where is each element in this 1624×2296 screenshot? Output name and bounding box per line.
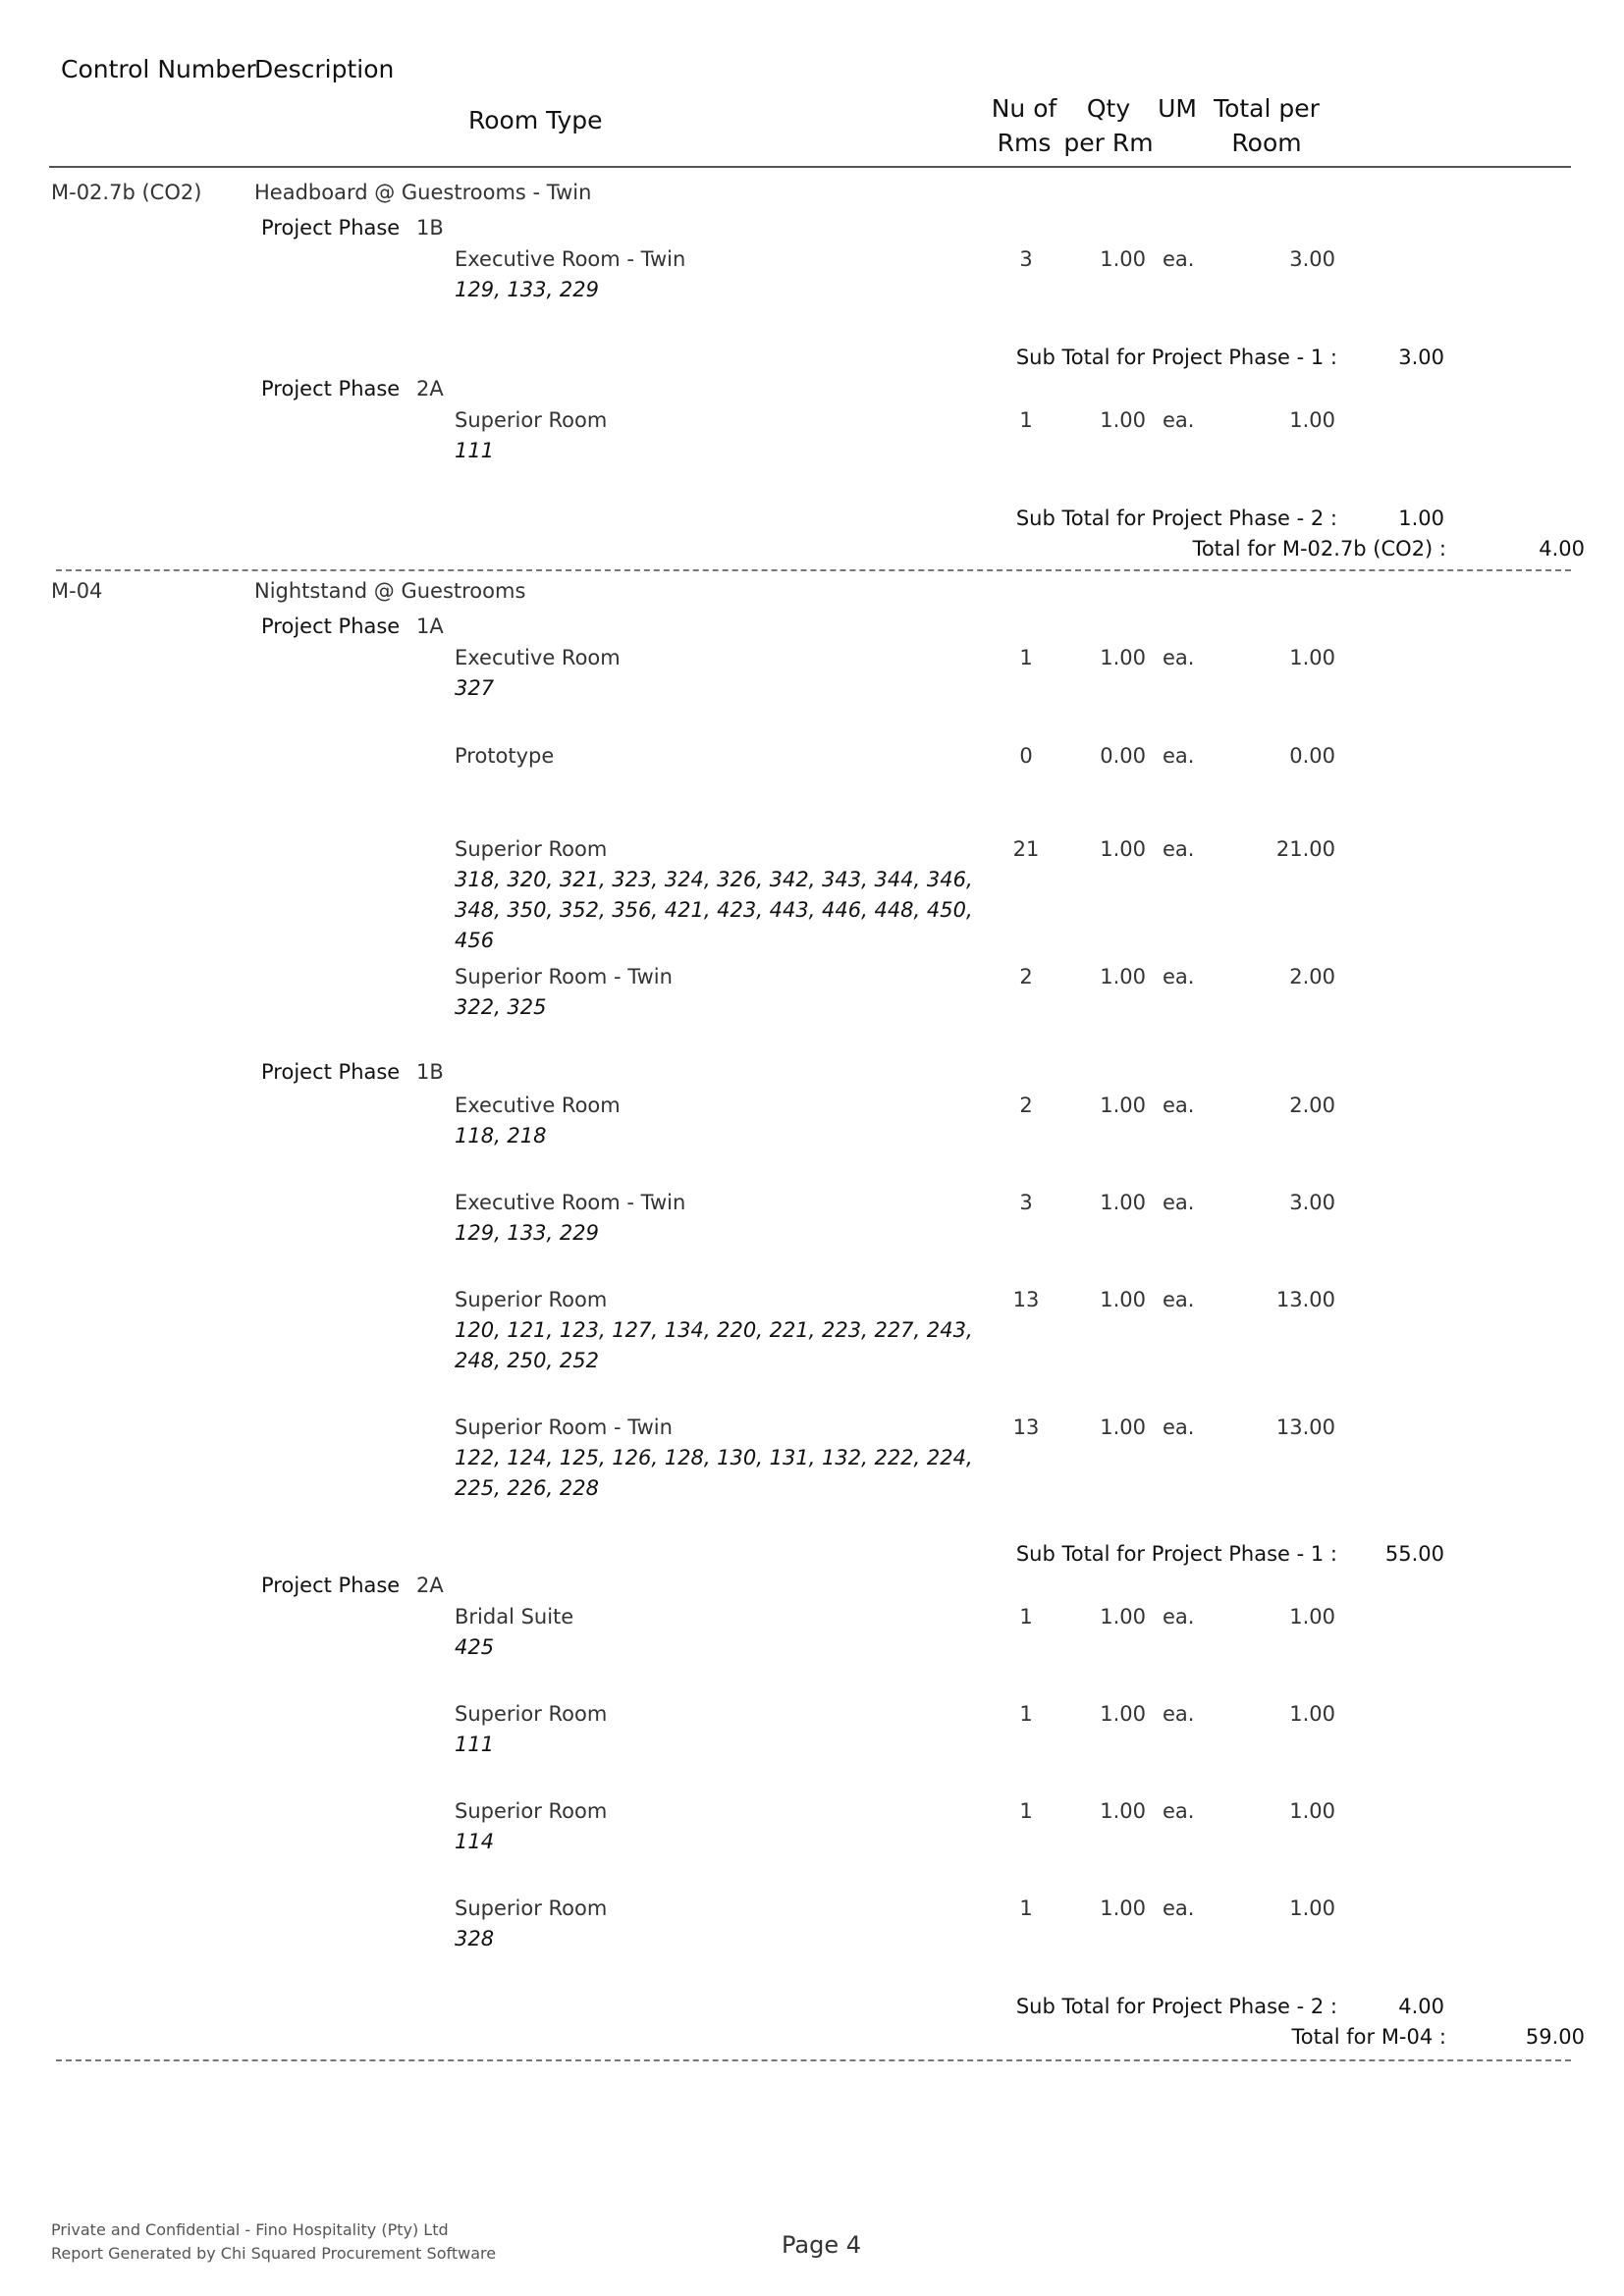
unit: ea. (1163, 1415, 1195, 1439)
num-rooms: 2 (1019, 1094, 1033, 1117)
subtotal-value: 4.00 (1398, 1995, 1444, 2018)
qty-per-room: 1.00 (1100, 408, 1146, 432)
total-per-room: 13.00 (1275, 1415, 1335, 1439)
room-numbers: 111 (455, 439, 495, 462)
header-qty: Qty (1086, 94, 1131, 123)
project-phase-code: 2A (416, 377, 444, 400)
room-type: Prototype (455, 744, 555, 768)
total-per-room: 1.00 (1289, 1702, 1335, 1726)
room-numbers: 318, 320, 321, 323, 324, 326, 342, 343, 344, 346, 348, 350, 352, 356, 421, 423, 443, 446, 448, 450, 456 (455, 868, 973, 952)
unit: ea. (1163, 744, 1195, 768)
item-total-value: 4.00 (1539, 537, 1585, 561)
room-type: Superior Room (455, 1896, 608, 1920)
num-rooms: 1 (1019, 1702, 1033, 1726)
room-numbers: 114 (455, 1830, 495, 1853)
qty-per-room: 1.00 (1100, 965, 1146, 988)
total-per-room: 13.00 (1275, 1288, 1335, 1311)
footer-confidential: Private and Confidential - Fino Hospitality (Pty) Ltd (51, 2220, 449, 2239)
control-number: M-04 (51, 579, 103, 603)
room-type: Superior Room (455, 1799, 608, 1823)
page-number: Page 4 (782, 2231, 861, 2259)
room-numbers: 328 (455, 1927, 495, 1950)
qty-per-room: 1.00 (1100, 1605, 1146, 1629)
total-per-room: 1.00 (1289, 646, 1335, 669)
subtotal-label: Sub Total for Project Phase - 2 : (1015, 1995, 1337, 2018)
total-per-room: 1.00 (1289, 1896, 1335, 1920)
project-phase-code: 1B (416, 1060, 444, 1084)
unit: ea. (1163, 1896, 1195, 1920)
section-divider (56, 2059, 1571, 2061)
qty-per-room: 1.00 (1100, 247, 1146, 271)
qty-per-room: 1.00 (1100, 1799, 1146, 1823)
qty-per-room: 1.00 (1100, 1415, 1146, 1439)
num-rooms: 1 (1019, 408, 1033, 432)
project-phase-label: Project Phase (261, 377, 401, 400)
unit: ea. (1163, 408, 1195, 432)
header-rms: Rms (997, 129, 1052, 157)
room-type: Superior Room - Twin (455, 1415, 673, 1439)
total-per-room: 3.00 (1289, 247, 1335, 271)
room-type: Executive Room (455, 646, 621, 669)
room-numbers: 129, 133, 229 (455, 278, 599, 301)
room-numbers: 120, 121, 123, 127, 134, 220, 221, 223, 227, 243, 248, 250, 252 (455, 1318, 973, 1372)
subtotal-label: Sub Total for Project Phase - 2 : (1015, 507, 1337, 530)
unit: ea. (1163, 1605, 1195, 1629)
num-rooms: 1 (1019, 1799, 1033, 1823)
room-numbers: 327 (455, 676, 495, 700)
subtotal-value: 55.00 (1384, 1542, 1444, 1566)
total-per-room: 2.00 (1289, 965, 1335, 988)
room-type: Superior Room (455, 1702, 608, 1726)
header-room: Room (1231, 129, 1302, 157)
room-type: Superior Room (455, 408, 608, 432)
unit: ea. (1163, 1191, 1195, 1214)
num-rooms: 13 (1012, 1415, 1040, 1439)
room-numbers: 129, 133, 229 (455, 1221, 599, 1245)
section-divider (56, 569, 1571, 571)
subtotal-label: Sub Total for Project Phase - 1 : (1015, 1542, 1337, 1566)
num-rooms: 1 (1019, 1605, 1033, 1629)
subtotal-value: 1.00 (1398, 507, 1444, 530)
room-type: Executive Room (455, 1094, 621, 1117)
qty-per-room: 0.00 (1100, 744, 1146, 768)
project-phase-code: 1A (416, 614, 444, 638)
num-rooms: 0 (1019, 744, 1033, 768)
room-type: Superior Room - Twin (455, 965, 673, 988)
num-rooms: 1 (1019, 646, 1033, 669)
total-per-room: 1.00 (1289, 1605, 1335, 1629)
room-numbers: 425 (455, 1635, 495, 1659)
unit: ea. (1163, 1094, 1195, 1117)
unit: ea. (1163, 965, 1195, 988)
footer-generated-by: Report Generated by Chi Squared Procurement Software (51, 2244, 497, 2263)
project-phase-code: 2A (416, 1574, 444, 1597)
project-phase-code: 1B (416, 216, 444, 240)
project-phase-label: Project Phase (261, 614, 401, 638)
header-nu-of: Nu of (991, 94, 1057, 123)
num-rooms: 1 (1019, 1896, 1033, 1920)
room-numbers: 122, 124, 125, 126, 128, 130, 131, 132, 222, 224, 225, 226, 228 (455, 1446, 973, 1500)
project-phase-label: Project Phase (261, 216, 401, 240)
header-per-rm: per Rm (1063, 129, 1154, 157)
header-rule (49, 166, 1571, 168)
qty-per-room: 1.00 (1100, 646, 1146, 669)
subtotal-label: Sub Total for Project Phase - 1 : (1015, 346, 1337, 369)
unit: ea. (1163, 1702, 1195, 1726)
total-per-room: 2.00 (1289, 1094, 1335, 1117)
total-per-room: 21.00 (1275, 837, 1335, 861)
header-room-type: Room Type (468, 106, 603, 134)
num-rooms: 3 (1019, 247, 1033, 271)
item-total-label: Total for M-02.7b (CO2) : (1192, 537, 1446, 561)
room-numbers: 111 (455, 1733, 495, 1756)
subtotal-value: 3.00 (1398, 346, 1444, 369)
header-control-number: Control Number (61, 55, 256, 83)
header-um: UM (1158, 94, 1197, 123)
num-rooms: 3 (1019, 1191, 1033, 1214)
qty-per-room: 1.00 (1100, 1191, 1146, 1214)
control-number: M-02.7b (CO2) (51, 181, 202, 204)
qty-per-room: 1.00 (1100, 1094, 1146, 1117)
item-total-value: 59.00 (1525, 2025, 1585, 2049)
project-phase-label: Project Phase (261, 1060, 401, 1084)
header-description: Description (254, 55, 395, 83)
room-type: Executive Room - Twin (455, 247, 686, 271)
unit: ea. (1163, 646, 1195, 669)
room-type: Executive Room - Twin (455, 1191, 686, 1214)
qty-per-room: 1.00 (1100, 1896, 1146, 1920)
qty-per-room: 1.00 (1100, 1288, 1146, 1311)
room-numbers: 322, 325 (455, 995, 547, 1019)
room-type: Superior Room (455, 1288, 608, 1311)
total-per-room: 3.00 (1289, 1191, 1335, 1214)
num-rooms: 2 (1019, 965, 1033, 988)
total-per-room: 1.00 (1289, 408, 1335, 432)
qty-per-room: 1.00 (1100, 1702, 1146, 1726)
item-total-label: Total for M-04 : (1291, 2025, 1446, 2049)
item-description: Headboard @ Guestrooms - Twin (254, 181, 592, 204)
item-description: Nightstand @ Guestrooms (254, 579, 526, 603)
unit: ea. (1163, 247, 1195, 271)
total-per-room: 0.00 (1289, 744, 1335, 768)
room-type: Bridal Suite (455, 1605, 574, 1629)
qty-per-room: 1.00 (1100, 837, 1146, 861)
room-type: Superior Room (455, 837, 608, 861)
project-phase-label: Project Phase (261, 1574, 401, 1597)
unit: ea. (1163, 1799, 1195, 1823)
unit: ea. (1163, 837, 1195, 861)
num-rooms: 13 (1012, 1288, 1040, 1311)
num-rooms: 21 (1012, 837, 1040, 861)
total-per-room: 1.00 (1289, 1799, 1335, 1823)
room-numbers: 118, 218 (455, 1124, 547, 1148)
header-total-per: Total per (1214, 94, 1320, 123)
unit: ea. (1163, 1288, 1195, 1311)
